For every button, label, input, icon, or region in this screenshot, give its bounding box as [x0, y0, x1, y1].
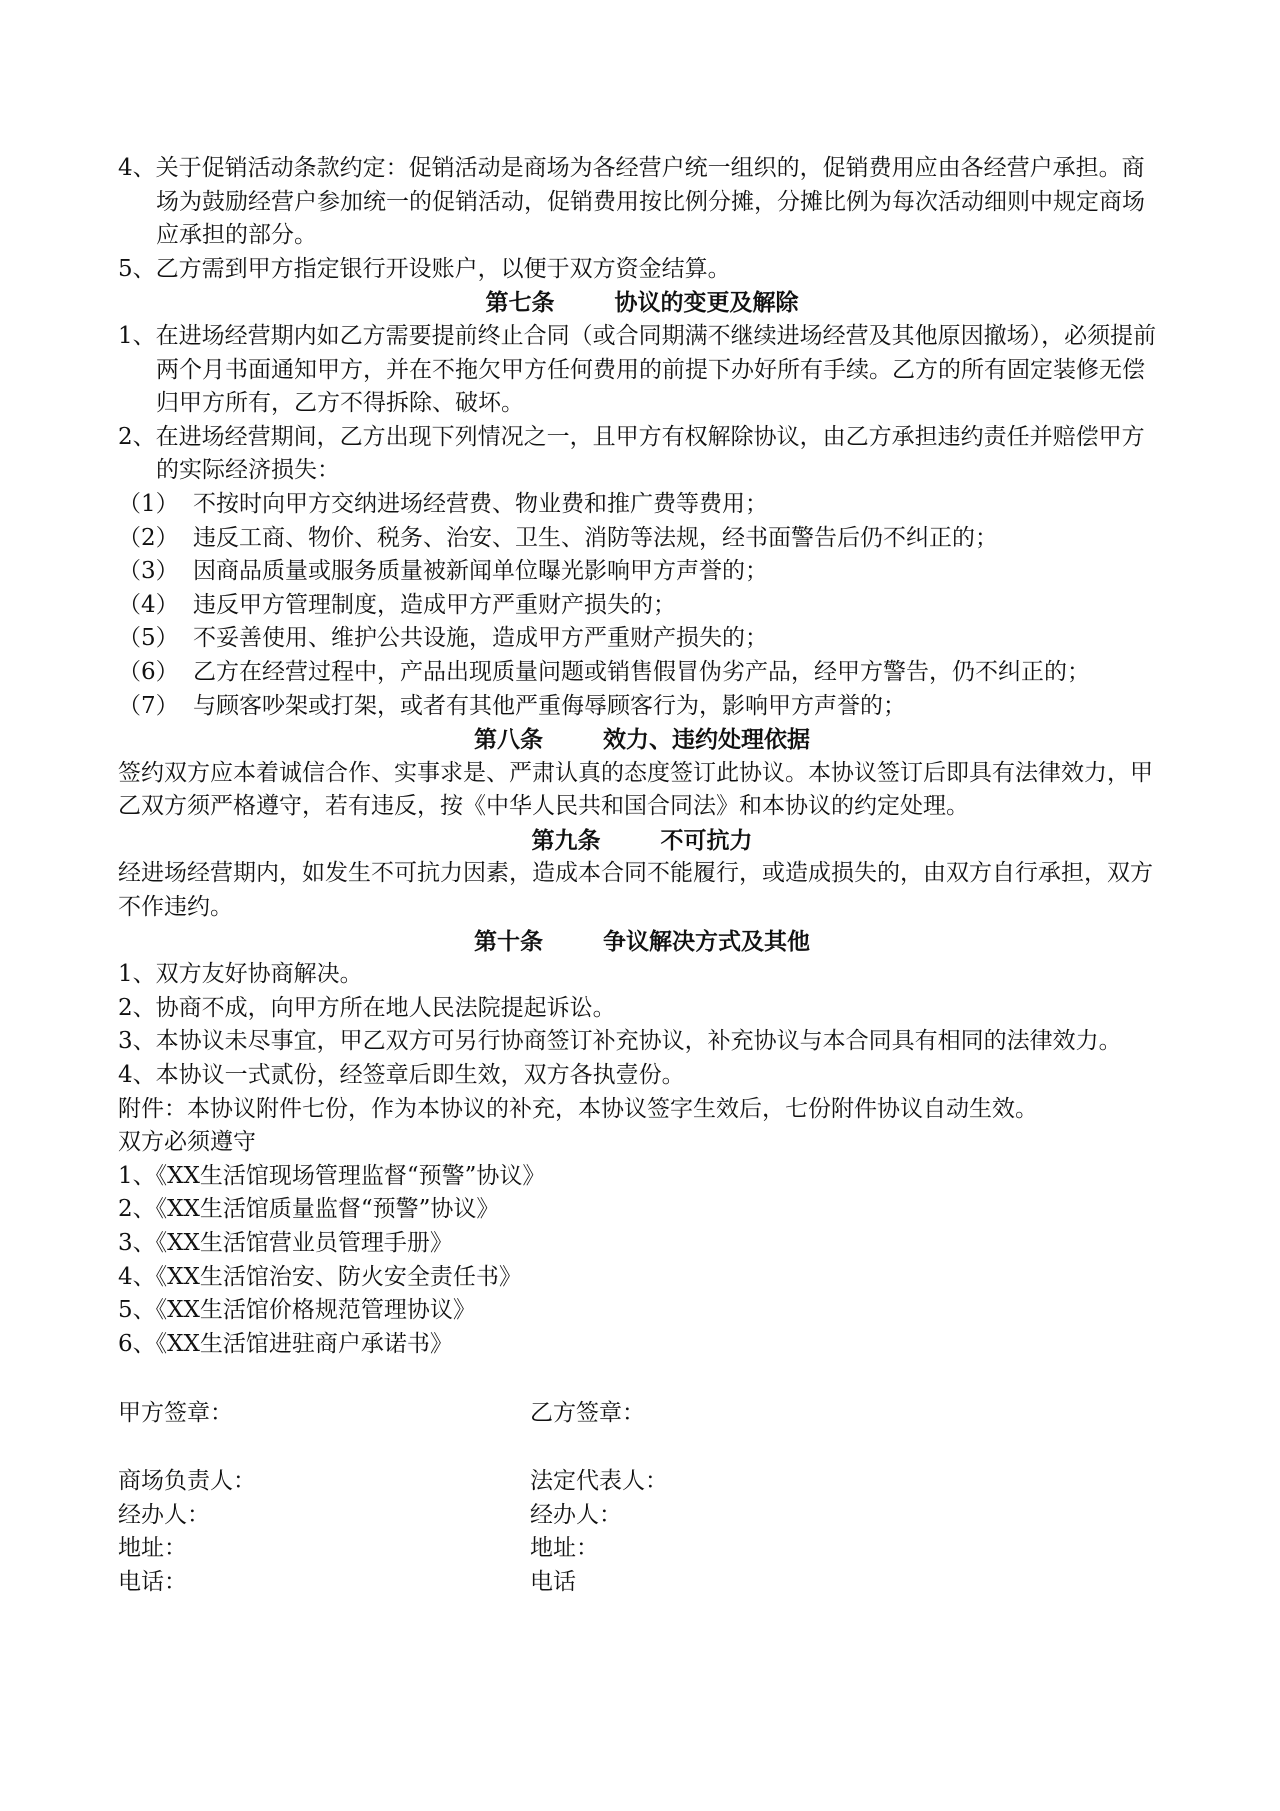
article10-heading — [118, 925, 1166, 959]
article9-title: 不可抗力 — [660, 826, 753, 854]
article10-item-3: 3、本协议未尽事宜，甲乙双方可另行协商签订补充协议，补充协议与本合同具有相同的法律效力。 — [118, 1028, 1122, 1055]
article7-sub-item-3 — [118, 555, 1166, 589]
attachment-item-4: 4、《XX生活馆治安、防火安全责任书》 — [118, 1263, 522, 1290]
article8-number: 第八条 — [474, 726, 543, 754]
signature-seal-block — [118, 1397, 1166, 1431]
sub-item-number: （6） — [118, 658, 179, 685]
sub-item-text: 违反甲方管理制度，造成甲方严重财产损失的； — [193, 591, 676, 618]
article7-item-1: 1、在进场经营期内如乙方需要提前终止合同（或合同期满不继续进场经营及其他原因撤场），必须提前两个月书面通知甲方，并在不拖欠甲方任何费用的前提下办好所有手续。乙方的所有固定装修无偿归甲方所有，乙方不得拆除、破坏。 — [118, 322, 1157, 417]
attachment-item-1: 1、《XX生活馆现场管理监督“预警”协议》 — [118, 1162, 546, 1189]
sub-item-number: （2） — [118, 524, 179, 551]
signature-seal-row — [118, 1397, 1166, 1431]
signature-details-block — [118, 1465, 1166, 1599]
sub-item-text: 与顾客吵架或打架，或者有其他严重侮辱顾客行为，影响甲方声誉的； — [193, 692, 906, 719]
section6-item-4: 4、关于促销活动条款约定：促销活动是商场为各经营户统一组织的，促销费用应由各经营户承担。商场为鼓励经营户参加统一的促销活动，促销费用按比例分摊，分摊比例为每次活动细则中规定商场应承担的部分。 — [118, 155, 1145, 249]
article8-heading — [118, 723, 1166, 757]
contract-body — [118, 152, 1166, 1599]
signature-rep-row — [118, 1465, 1166, 1499]
article9-heading — [118, 824, 1166, 858]
sub-item-text: 不妥善使用、维护公共设施，造成甲方严重财产损失的； — [193, 625, 768, 652]
article7-heading — [118, 286, 1166, 320]
signature-agent-row — [118, 1499, 1166, 1533]
article9-number: 第九条 — [531, 826, 601, 854]
signature-address-row — [118, 1532, 1166, 1566]
attachments-intro: 附件：本协议附件七份，作为本协议的补充，本协议签字生效后，七份附件协议自动生效。 — [118, 1095, 1038, 1122]
signature-phone-row — [118, 1566, 1166, 1600]
attachment-item-6: 6、《XX生活馆进驻商户承诺书》 — [118, 1330, 453, 1357]
sub-item-number: （4） — [118, 591, 179, 618]
article7-sub-item-1 — [118, 488, 1166, 522]
article10-number: 第十条 — [474, 927, 543, 955]
party-a-agent-label: 经办人： — [118, 1501, 210, 1528]
article7-item-2: 2、在进场经营期间，乙方出现下列情况之一，且甲方有权解除协议，由乙方承担违约责任并赔偿甲方的实际经济损失： — [118, 423, 1145, 484]
attachment-item-5: 5、《XX生活馆价格规范管理协议》 — [118, 1297, 476, 1324]
article10-item-1: 1、双方友好协商解决。 — [118, 961, 363, 988]
party-a-rep-label: 商场负责人： — [118, 1467, 256, 1494]
attachments-intro-2: 双方必须遵守 — [118, 1129, 256, 1156]
sub-item-number: （3） — [118, 558, 179, 585]
party-a-address-label: 地址： — [118, 1535, 187, 1562]
article10-item-4: 4、本协议一式贰份，经签章后即生效，双方各执壹份。 — [118, 1062, 685, 1089]
article7-sub-item-4 — [118, 589, 1166, 623]
party-a-seal-label: 甲方签章： — [118, 1400, 233, 1427]
article8-title: 效力、违约处理依据 — [603, 726, 810, 754]
party-b-phone-label: 电话 — [530, 1568, 576, 1595]
article10-item-2: 2、协商不成，向甲方所在地人民法院提起诉讼。 — [118, 994, 616, 1021]
sub-item-text: 不按时向甲方交纳进场经营费、物业费和推广费等费用； — [193, 490, 768, 517]
article9-body: 经进场经营期内，如发生不可抗力因素，造成本合同不能履行，或造成损失的，由双方自行承担，双方不作违约。 — [118, 860, 1153, 921]
party-b-rep-label: 法定代表人： — [530, 1467, 668, 1494]
attachment-item-2: 2、《XX生活馆质量监督“预警”协议》 — [118, 1196, 500, 1223]
article7-number: 第七条 — [485, 289, 555, 317]
party-a-phone-label: 电话： — [118, 1568, 187, 1595]
party-b-seal-label: 乙方签章： — [530, 1400, 645, 1427]
party-b-agent-label: 经办人： — [530, 1501, 622, 1528]
sub-item-text: 因商品质量或服务质量被新闻单位曝光影响甲方声誉的； — [193, 558, 768, 585]
sub-item-text: 违反工商、物价、税务、治安、卫生、消防等法规，经书面警告后仍不纠正的； — [193, 524, 998, 551]
article7-sub-item-5 — [118, 622, 1166, 656]
attachment-item-3: 3、《XX生活馆营业员管理手册》 — [118, 1230, 453, 1256]
article7-sub-item-7 — [118, 690, 1166, 724]
article7-sub-item-2 — [118, 522, 1166, 556]
article8-body: 签约双方应本着诚信合作、实事求是、严肃认真的态度签订此协议。本协议签订后即具有法律效力，甲乙双方须严格遵守，若有违反，按《中华人民共和国合同法》和本协议的约定处理。 — [118, 759, 1153, 820]
article7-sub-item-6 — [118, 656, 1166, 690]
sub-item-number: （7） — [118, 692, 179, 719]
section6-item-5: 5、乙方需到甲方指定银行开设账户，以便于双方资金结算。 — [118, 255, 731, 282]
sub-item-number: （5） — [118, 625, 179, 652]
article7-title: 协议的变更及解除 — [614, 289, 799, 317]
article10-title: 争议解决方式及其他 — [603, 927, 810, 955]
sub-item-text: 乙方在经营过程中，产品出现质量问题或销售假冒伪劣产品，经甲方警告，仍不纠正的； — [193, 658, 1090, 685]
sub-item-number: （1） — [118, 490, 179, 517]
party-b-address-label: 地址： — [530, 1535, 599, 1562]
